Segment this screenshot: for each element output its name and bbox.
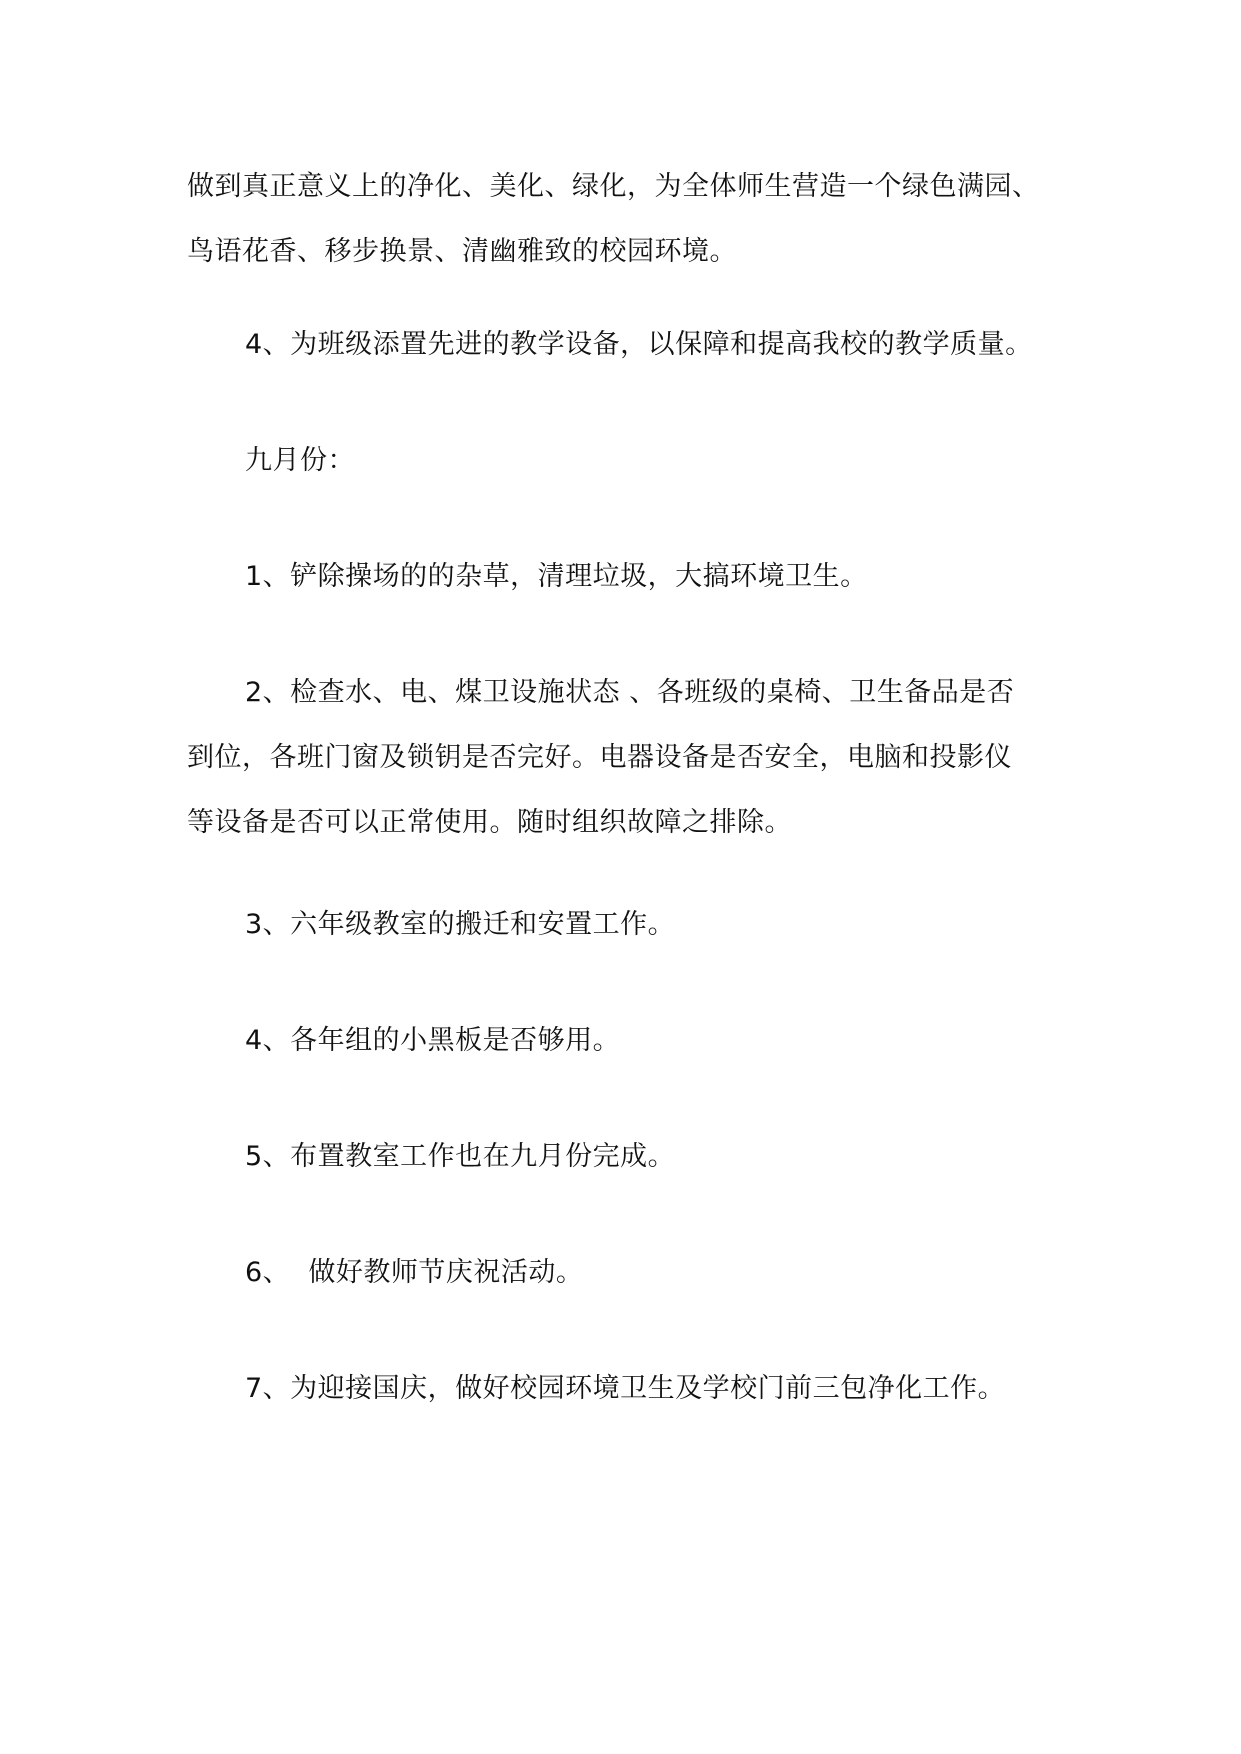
text-line: 鸟语花香、移步换景、清幽雅致的校园环境。 xyxy=(187,236,737,267)
text-line: 等设备是否可以正常使用。随时组织故障之排除。 xyxy=(187,807,792,838)
section-heading-september xyxy=(245,428,1075,493)
paragraph-item-4-equipment xyxy=(245,312,1075,377)
paragraph-item-2 xyxy=(187,660,1067,855)
paragraph-item-6 xyxy=(245,1240,1075,1305)
text-line: 3、六年级教室的搬迁和安置工作。 xyxy=(245,909,676,940)
text-line: 7、为迎接国庆，做好校园环境卫生及学校门前三包净化工作。 xyxy=(245,1373,1006,1404)
text-line: 1、铲除操场的的杂草，清理垃圾，大搞环境卫生。 xyxy=(245,561,868,592)
paragraph-item-3 xyxy=(245,892,1075,957)
paragraph-item-5 xyxy=(245,1124,1075,1189)
text-line: 九月份： xyxy=(245,445,355,476)
text-line: 2、检查水、电、煤卫设施状态 、各班级的桌椅、卫生备品是否 xyxy=(245,677,1015,708)
text-line: 到位，各班门窗及锁钥是否完好。电器设备是否安全，电脑和投影仪 xyxy=(187,742,1012,773)
text-line: 5、布置教室工作也在九月份完成。 xyxy=(245,1141,676,1172)
paragraph-greening-continued xyxy=(187,154,1067,284)
text-line: 4、为班级添置先进的教学设备，以保障和提高我校的教学质量。 xyxy=(245,329,1033,360)
paragraph-item-1 xyxy=(245,544,1075,609)
text-line: 4、各年组的小黑板是否够用。 xyxy=(245,1025,621,1056)
text-line: 做到真正意义上的净化、美化、绿化，为全体师生营造一个绿色满园、 xyxy=(187,171,1040,202)
paragraph-item-4-blackboard xyxy=(245,1008,1075,1073)
text-line: 6、 做好教师节庆祝活动。 xyxy=(245,1257,584,1288)
paragraph-item-7 xyxy=(245,1356,1075,1421)
